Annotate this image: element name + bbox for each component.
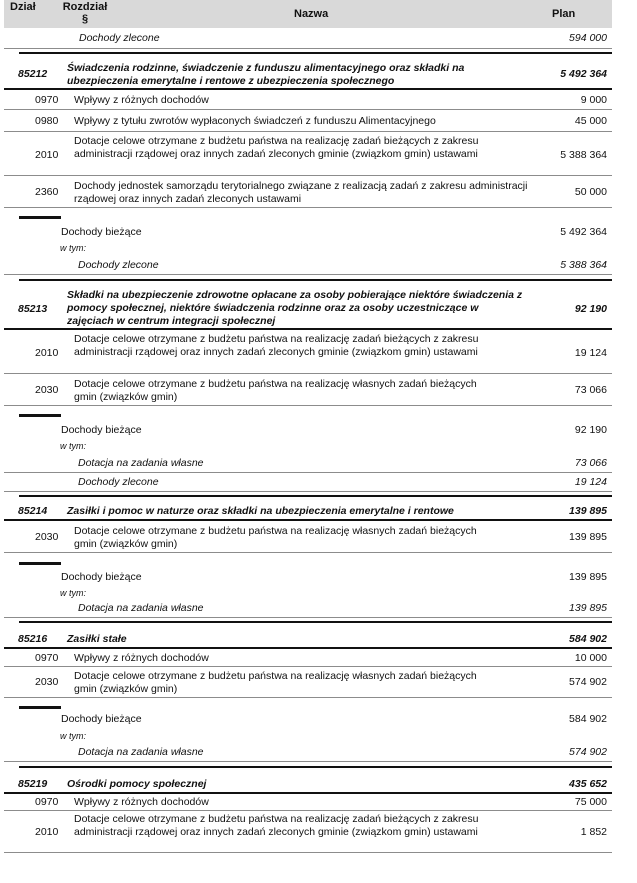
- section-separator: [19, 621, 612, 623]
- summary-row: [4, 224, 612, 242]
- header-rozdzial-label: Rozdział: [62, 1, 108, 13]
- row-code: 0970: [35, 652, 59, 664]
- header-dzial: Dział: [10, 1, 36, 13]
- table-row: [4, 376, 612, 406]
- section-title: Ośrodki pomocy społecznej: [67, 778, 207, 790]
- header-paragraf: §: [81, 13, 89, 25]
- table-row: [4, 134, 612, 176]
- table-row: [4, 332, 612, 374]
- row-code: 2030: [35, 384, 59, 396]
- summary-label: Dochody bieżące: [61, 713, 142, 725]
- table-header: [4, 0, 612, 28]
- section-85213-heading: [4, 287, 612, 330]
- summary-sub-row: [4, 744, 612, 762]
- sub-label: Dotacja na zadania własne: [78, 746, 204, 758]
- row-code: 2010: [35, 826, 59, 838]
- section-title: Składki na ubezpieczenie zdrowotne opłacane za osoby pobierające niektóre świadczenia z pomocy społecznej, niektóre świadczenia rodzinne oraz za osoby uczestniczące w zajęciach w centrum integracji społecznej: [67, 289, 523, 327]
- section-amount: 92 190: [574, 303, 607, 315]
- row-code: 2010: [35, 149, 59, 161]
- section-code: 85216: [18, 633, 48, 645]
- row-amount: 1 852: [580, 826, 607, 838]
- row-code: 2360: [35, 186, 59, 198]
- row-amount: 75 000: [574, 796, 607, 808]
- summary-amount: 5 492 364: [560, 226, 607, 238]
- row-name: Dotacje celowe otrzymane z budżetu państwa na realizację zadań bieżących z zakresu administracji rządowej oraz innych zadań zleconych gminie (związkom gmin) ustawami: [74, 813, 479, 838]
- sub-amount: 5 388 364: [560, 259, 607, 271]
- row-name: Dotacje celowe otrzymane z budżetu państwa na realizację własnych zadań bieżących gmin (związków gmin): [74, 378, 477, 403]
- header-plan: Plan: [552, 8, 576, 20]
- row-name: Wpływy z różnych dochodów: [74, 796, 209, 808]
- w-tym-label: w tym:: [60, 243, 86, 253]
- row-code: 2010: [35, 347, 59, 359]
- section-85212-heading: [4, 61, 612, 90]
- table-row: [4, 668, 612, 698]
- table-row: [4, 650, 612, 667]
- summary-row: [4, 711, 612, 729]
- summary-separator: [19, 562, 61, 565]
- table-row: [4, 812, 612, 853]
- summary-amount: 584 902: [569, 713, 607, 725]
- section-amount: 435 652: [569, 778, 607, 790]
- row-name: Dochody jednostek samorządu terytorialnego związane z realizacją zadań z zakresu administracji rządowej oraz innych zadań zleconych ustawami: [74, 180, 528, 205]
- row-amount: 50 000: [574, 186, 607, 198]
- row-code: 2030: [35, 676, 59, 688]
- row-code: 0970: [35, 94, 59, 106]
- row-name: Wpływy z różnych dochodów: [74, 652, 209, 664]
- row-amount: 45 000: [574, 115, 607, 127]
- sub-label: Dochody zlecone: [78, 476, 159, 488]
- sub-label: Dotacja na zadania własne: [78, 457, 204, 469]
- row-name: Dotacje celowe otrzymane z budżetu państwa na realizację własnych zadań bieżących gmin (związków gmin): [74, 525, 477, 550]
- summary-amount: 139 895: [569, 571, 607, 583]
- section-title: Zasiłki i pomoc w naturze oraz składki na ubezpieczenia emerytalne i rentowe: [67, 505, 454, 517]
- section-amount: 5 492 364: [560, 68, 607, 80]
- section-85216-heading: [4, 631, 612, 649]
- row-label: Dochody zlecone: [79, 32, 160, 44]
- row-amount: 9 000: [580, 94, 607, 106]
- summary-separator: [19, 216, 61, 219]
- section-code: 85213: [18, 303, 48, 315]
- row-amount: 594 000: [569, 32, 607, 44]
- section-code: 85214: [18, 505, 48, 517]
- header-nazwa: Nazwa: [294, 8, 329, 20]
- summary-label: Dochody bieżące: [61, 571, 142, 583]
- row-amount: 574 902: [569, 676, 607, 688]
- w-tym-label: w tym:: [60, 731, 86, 741]
- section-separator: [19, 52, 612, 54]
- table-row: [4, 92, 612, 110]
- table-row: [4, 112, 612, 132]
- sub-amount: 574 902: [569, 746, 607, 758]
- sub-label: Dochody zlecone: [78, 259, 159, 271]
- table-row: [4, 178, 612, 208]
- section-85219-heading: [4, 776, 612, 794]
- sub-amount: 19 124: [574, 476, 607, 488]
- sub-amount: 73 066: [574, 457, 607, 469]
- sub-label: Dotacja na zadania własne: [78, 602, 204, 614]
- section-amount: 139 895: [569, 505, 607, 517]
- row-code: 0980: [35, 115, 59, 127]
- summary-sub-row: [4, 455, 612, 473]
- summary-label: Dochody bieżące: [61, 424, 142, 436]
- w-tym-label: w tym:: [60, 441, 86, 451]
- sub-amount: 139 895: [569, 602, 607, 614]
- section-separator: [19, 766, 612, 768]
- row-name: Wpływy z różnych dochodów: [74, 94, 209, 106]
- row-amount: 10 000: [574, 652, 607, 664]
- w-tym-label: w tym:: [60, 588, 86, 598]
- row-amount: 5 388 364: [560, 149, 607, 161]
- section-code: 85212: [18, 68, 48, 80]
- row-name: Dotacje celowe otrzymane z budżetu państwa na realizację zadań bieżących z zakresu administracji rządowej oraz innych zadań zleconych gminie (związkom gmin) ustawami: [74, 333, 479, 358]
- row-name: Dotacje celowe otrzymane z budżetu państwa na realizację własnych zadań bieżących gmin (związków gmin): [74, 670, 477, 695]
- summary-sub-row: [4, 600, 612, 618]
- summary-separator: [19, 706, 61, 709]
- section-85214-heading: [4, 503, 612, 521]
- summary-label: Dochody bieżące: [61, 226, 142, 238]
- top-dochody-zlecone-row: [4, 30, 612, 49]
- row-amount: 73 066: [574, 384, 607, 396]
- section-title: Świadczenia rodzinne, świadczenie z funduszu alimentacyjnego oraz składki na ubezpieczenia emerytalne i rentowe z ubezpieczenia społecznego: [67, 62, 465, 87]
- section-separator: [19, 279, 612, 281]
- table-row: [4, 523, 612, 553]
- section-amount: 584 902: [569, 633, 607, 645]
- summary-separator: [19, 414, 61, 417]
- section-separator: [19, 495, 612, 497]
- summary-sub-row: [4, 474, 612, 492]
- summary-row: [4, 422, 612, 440]
- row-code: 0970: [35, 796, 59, 808]
- summary-amount: 92 190: [574, 424, 607, 436]
- summary-sub-row: [4, 257, 612, 275]
- row-amount: 139 895: [569, 531, 607, 543]
- summary-row: [4, 569, 612, 587]
- table-row: [4, 795, 612, 811]
- row-name: Wpływy z tytułu zwrotów wypłaconych świadczeń z funduszu Alimentacyjnego: [74, 115, 436, 127]
- row-amount: 19 124: [574, 347, 607, 359]
- header-rozdzial: [55, 1, 115, 25]
- row-name: Dotacje celowe otrzymane z budżetu państwa na realizację zadań bieżących z zakresu administracji rządowej oraz innych zadań zleconych gminie (związkom gmin) ustawami: [74, 135, 479, 160]
- section-code: 85219: [18, 778, 48, 790]
- section-title: Zasiłki stałe: [67, 633, 127, 645]
- row-code: 2030: [35, 531, 59, 543]
